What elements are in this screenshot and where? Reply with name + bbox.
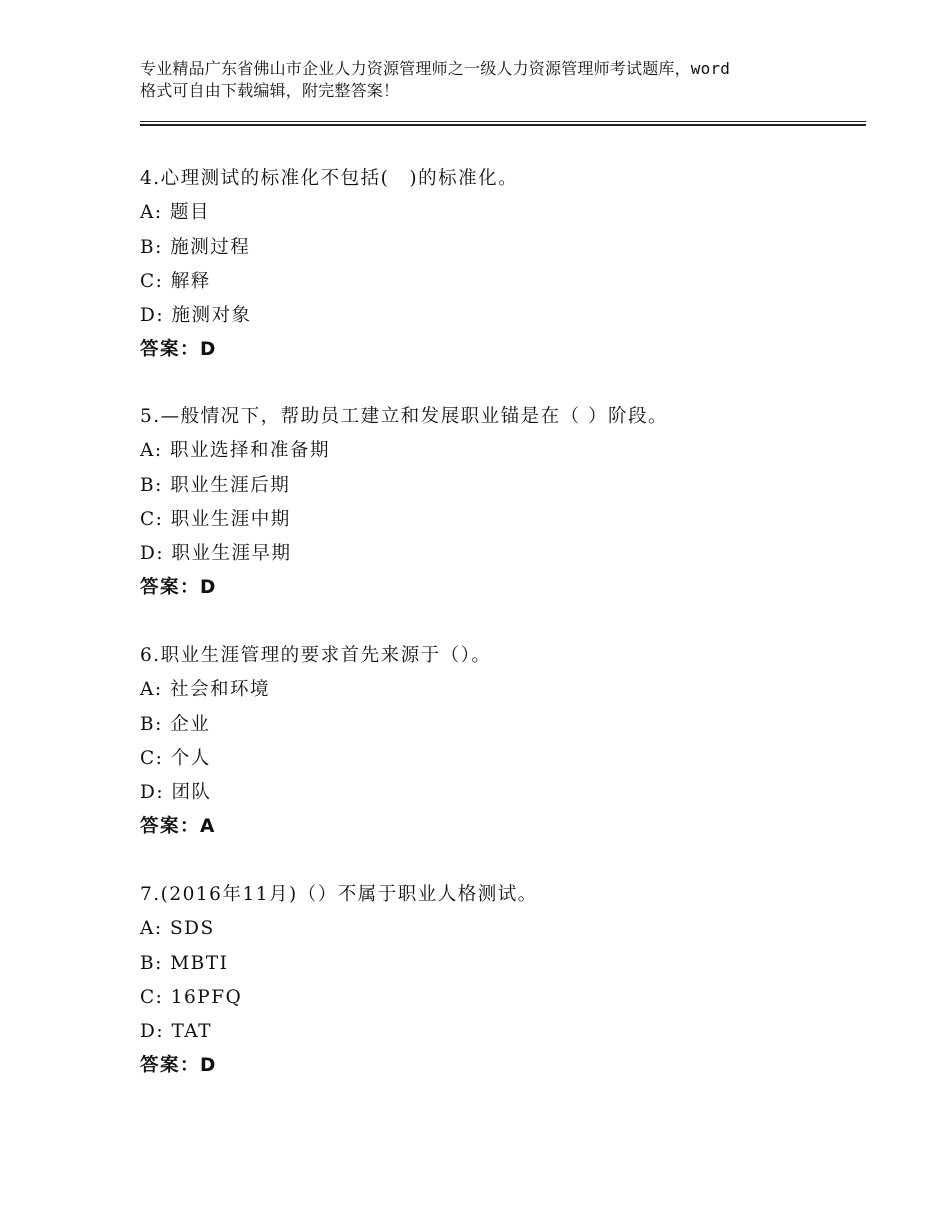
question-block-7: [140, 878, 860, 1084]
option-a: A: 社会和环境: [140, 679, 270, 701]
option-c: C: 解释: [140, 270, 211, 292]
question-stem: 4.心理测试的标准化不包括( )的标准化。: [140, 168, 519, 189]
question-stem: 5.—般情况下，帮助员工建立和发展职业锚是在（ ）阶段。: [140, 406, 669, 427]
option-c: C: 个人: [140, 747, 211, 769]
option-a: A: 题目: [140, 202, 210, 224]
header-title-line-2: 格式可自由下载编辑，附完整答案！: [140, 81, 400, 100]
answer-label: 答案：D: [140, 577, 217, 599]
header-divider-bottom: [140, 124, 866, 126]
option-c: C: 职业生涯中期: [140, 508, 291, 530]
option-a: A: SDS: [140, 918, 215, 940]
question-stem: 7.(2016年11月)（）不属于职业人格测试。: [140, 884, 538, 905]
header-divider-top: [140, 121, 866, 122]
option-c: C: 16PFQ: [140, 986, 243, 1008]
option-b: B: 施测过程: [140, 236, 251, 258]
option-b: B: 企业: [140, 713, 211, 735]
option-d: D: TAT: [140, 1021, 212, 1043]
option-b: B: MBTI: [140, 952, 229, 974]
option-d: D: 施测对象: [140, 305, 252, 327]
question-block-5: [140, 400, 860, 606]
answer-label: 答案：D: [140, 339, 217, 361]
header-title-line-1: 专业精品广东省佛山市企业人力资源管理师之一级人力资源管理师考试题库，word: [140, 59, 731, 78]
option-d: D: 团队: [140, 782, 212, 804]
option-a: A: 职业选择和准备期: [140, 440, 330, 462]
answer-label: 答案：D: [140, 1055, 217, 1077]
answer-label: 答案：A: [140, 816, 216, 838]
question-block-4: [140, 162, 860, 368]
question-block-6: [140, 639, 860, 845]
option-b: B: 职业生涯后期: [140, 474, 291, 496]
document-header: [140, 58, 830, 102]
option-d: D: 职业生涯早期: [140, 543, 292, 565]
question-stem: 6.职业生涯管理的要求首先来源于（）。: [140, 645, 492, 666]
